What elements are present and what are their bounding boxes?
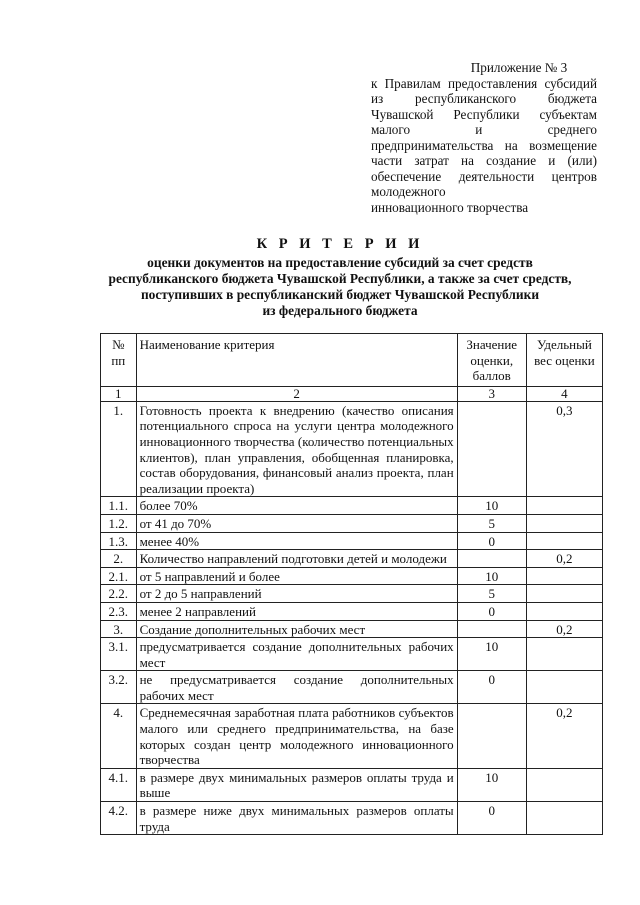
row-name: менее 2 направлений xyxy=(136,602,457,620)
row-num: 3.2. xyxy=(101,671,137,704)
row-weight xyxy=(526,602,602,620)
row-num: 2. xyxy=(101,550,137,568)
row-num: 3.1. xyxy=(101,638,137,671)
header-score: Значение оценки, баллов xyxy=(457,334,526,387)
table-row xyxy=(101,768,603,801)
row-score: 0 xyxy=(457,671,526,704)
row-num: 2.2. xyxy=(101,585,137,603)
table-row xyxy=(101,638,603,671)
row-score xyxy=(457,401,526,497)
row-score: 0 xyxy=(457,802,526,835)
row-name: Готовность проекта к внедрению (качество описания потенциального спроса на услуги центра молодежного инновационного творчества (количество потенциальных клиентов), план управления, обобщенная планировка, состав оборудования, финансовый анализ проекта, план реализации проекта) xyxy=(136,401,457,497)
row-name: от 41 до 70% xyxy=(136,514,457,532)
row-name: Создание дополнительных рабочих мест xyxy=(136,620,457,638)
table-row xyxy=(101,401,603,497)
header-name: Наименование критерия xyxy=(136,334,457,387)
row-num: 4. xyxy=(101,704,137,768)
row-weight xyxy=(526,768,602,801)
row-weight: 0,2 xyxy=(526,704,602,768)
row-weight: 0,2 xyxy=(526,620,602,638)
index-cell: 4 xyxy=(526,386,602,401)
row-score: 0 xyxy=(457,532,526,550)
row-weight xyxy=(526,532,602,550)
row-name: от 2 до 5 направлений xyxy=(136,585,457,603)
row-score: 10 xyxy=(457,567,526,585)
appendix-body-text: к Правилам предоставления субсидий из республиканского бюджета Чувашской Республики субъектам малого и среднего предпринимательства на возмещение части затрат на создание и (или) обеспечение деятельности центров молодежного xyxy=(371,75,597,199)
heading-line-2: республиканского бюджета Чувашской Республики, а также за счет средств, xyxy=(108,271,572,286)
row-name: предусматривается создание дополнительных рабочих мест xyxy=(136,638,457,671)
table-row xyxy=(101,585,603,603)
row-score: 5 xyxy=(457,585,526,603)
row-name: менее 40% xyxy=(136,532,457,550)
heading-line-3: поступивших в республиканский бюджет Чувашской Республики xyxy=(140,287,540,302)
row-score xyxy=(457,550,526,568)
table-row xyxy=(101,497,603,515)
criteria-table xyxy=(100,333,603,835)
index-cell: 1 xyxy=(101,386,137,401)
row-weight xyxy=(526,585,602,603)
table-row xyxy=(101,567,603,585)
row-weight xyxy=(526,497,602,515)
row-weight xyxy=(526,514,602,532)
row-weight: 0,2 xyxy=(526,550,602,568)
index-cell: 3 xyxy=(457,386,526,401)
row-num: 1.1. xyxy=(101,497,137,515)
row-score: 10 xyxy=(457,638,526,671)
heading-line-4: из федерального бюджета xyxy=(262,303,418,318)
table-row xyxy=(101,550,603,568)
appendix-block xyxy=(371,60,597,215)
document-heading xyxy=(90,236,590,319)
row-num: 4.2. xyxy=(101,802,137,835)
row-score: 10 xyxy=(457,768,526,801)
row-weight xyxy=(526,567,602,585)
row-num: 2.1. xyxy=(101,567,137,585)
header-num: № пп xyxy=(101,334,137,387)
row-name: Количество направлений подготовки детей и молодежи xyxy=(136,550,457,568)
row-name: от 5 направлений и более xyxy=(136,567,457,585)
row-name: в размере ниже двух минимальных размеров оплаты труда xyxy=(136,802,457,835)
appendix-body xyxy=(371,76,597,216)
row-name: более 70% xyxy=(136,497,457,515)
row-num: 4.1. xyxy=(101,768,137,801)
row-num: 1.2. xyxy=(101,514,137,532)
heading-line-1: оценки документов на предоставление субсидий за счет средств xyxy=(147,255,533,270)
row-name: Среднемесячная заработная плата работников субъектов малого или среднего предпринимательства, на базе которых создан центр молодежного инновационного творчества xyxy=(136,704,457,768)
table-row xyxy=(101,602,603,620)
row-num: 1. xyxy=(101,401,137,497)
appendix-title: Приложение № 3 xyxy=(470,60,568,75)
row-score: 5 xyxy=(457,514,526,532)
table-row xyxy=(101,802,603,835)
table-row xyxy=(101,532,603,550)
table-row xyxy=(101,620,603,638)
row-weight xyxy=(526,671,602,704)
row-weight: 0,3 xyxy=(526,401,602,497)
table-row xyxy=(101,671,603,704)
table-row xyxy=(101,704,603,768)
document-title: К Р И Т Е Р И И xyxy=(256,236,424,252)
row-score: 0 xyxy=(457,602,526,620)
table-header-row xyxy=(101,334,603,387)
row-score xyxy=(457,704,526,768)
row-weight xyxy=(526,638,602,671)
criteria-table-body xyxy=(101,401,603,834)
header-weight: Удельный вес оценки xyxy=(526,334,602,387)
row-num: 1.3. xyxy=(101,532,137,550)
table-row xyxy=(101,514,603,532)
row-name: в размере двух минимальных размеров оплаты труда и выше xyxy=(136,768,457,801)
table-index-row xyxy=(101,386,603,401)
appendix-body-last: инновационного творчества xyxy=(371,199,529,215)
row-score xyxy=(457,620,526,638)
row-num: 3. xyxy=(101,620,137,638)
row-weight xyxy=(526,802,602,835)
row-num: 2.3. xyxy=(101,602,137,620)
index-cell: 2 xyxy=(136,386,457,401)
row-name: не предусматривается создание дополнительных рабочих мест xyxy=(136,671,457,704)
row-score: 10 xyxy=(457,497,526,515)
